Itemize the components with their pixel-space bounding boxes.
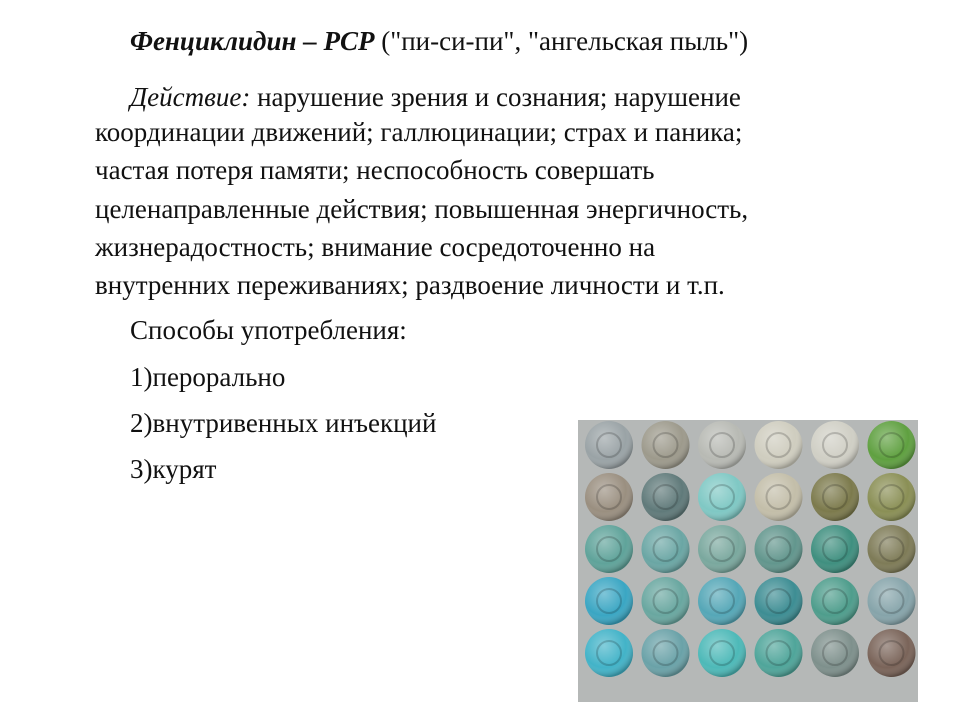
pill-shading — [868, 629, 916, 677]
pill-shading — [698, 525, 746, 573]
title-line — [130, 24, 748, 59]
pill-shading — [585, 629, 633, 677]
pill-shading — [642, 577, 690, 625]
pill-shading — [642, 525, 690, 573]
effect-text: нарушение зрения и сознания; нарушение — [250, 82, 741, 112]
pill-shading — [585, 473, 633, 521]
pill-shading — [755, 421, 803, 469]
pill-shading — [811, 525, 859, 573]
pill-shading — [755, 473, 803, 521]
pill-shading — [868, 473, 916, 521]
pill-shading — [755, 577, 803, 625]
effect-first-line — [130, 80, 741, 115]
method-item: 2)внутривенных инъекций — [130, 408, 437, 438]
method-item: 3)курят — [130, 454, 217, 484]
effect-line: координации движений; галлюцинации; страх и паника; — [95, 117, 743, 147]
method-item: 1)перорально — [130, 362, 286, 392]
pill-shading — [755, 629, 803, 677]
drug-aliases: ("пи-си-пи", "ангельская пыль") — [374, 26, 749, 56]
effect-line: целенаправленные действия; повышенная энергичность, — [95, 194, 749, 224]
effect-line: жизнерадостность; внимание сосредоточенно на — [95, 232, 656, 262]
effect-line: внутренних переживаниях; раздвоение личности и т.п. — [95, 270, 725, 300]
pill-shading — [698, 421, 746, 469]
methods-heading: Способы употребления: — [130, 315, 407, 345]
pill-shading — [755, 525, 803, 573]
pill-shading — [811, 629, 859, 677]
effect-line: частая потеря памяти; неспособность совершать — [95, 155, 655, 185]
pill-shading — [811, 473, 859, 521]
pill-shading — [585, 421, 633, 469]
pill-shading — [698, 577, 746, 625]
pill-shading — [868, 421, 916, 469]
pill-shading — [698, 473, 746, 521]
pill-shading — [642, 629, 690, 677]
pill-shading — [868, 577, 916, 625]
pill-shading — [868, 525, 916, 573]
pill-shading — [811, 577, 859, 625]
pill-shading — [642, 421, 690, 469]
pills-photo — [578, 420, 918, 702]
pill-shading — [811, 421, 859, 469]
effect-label: Действие: — [130, 82, 251, 112]
pill-shading — [585, 577, 633, 625]
pill-shading — [642, 473, 690, 521]
pill-shading — [585, 525, 633, 573]
pill-shading — [698, 629, 746, 677]
drug-name: Фенциклидин – PCP — [130, 26, 375, 56]
